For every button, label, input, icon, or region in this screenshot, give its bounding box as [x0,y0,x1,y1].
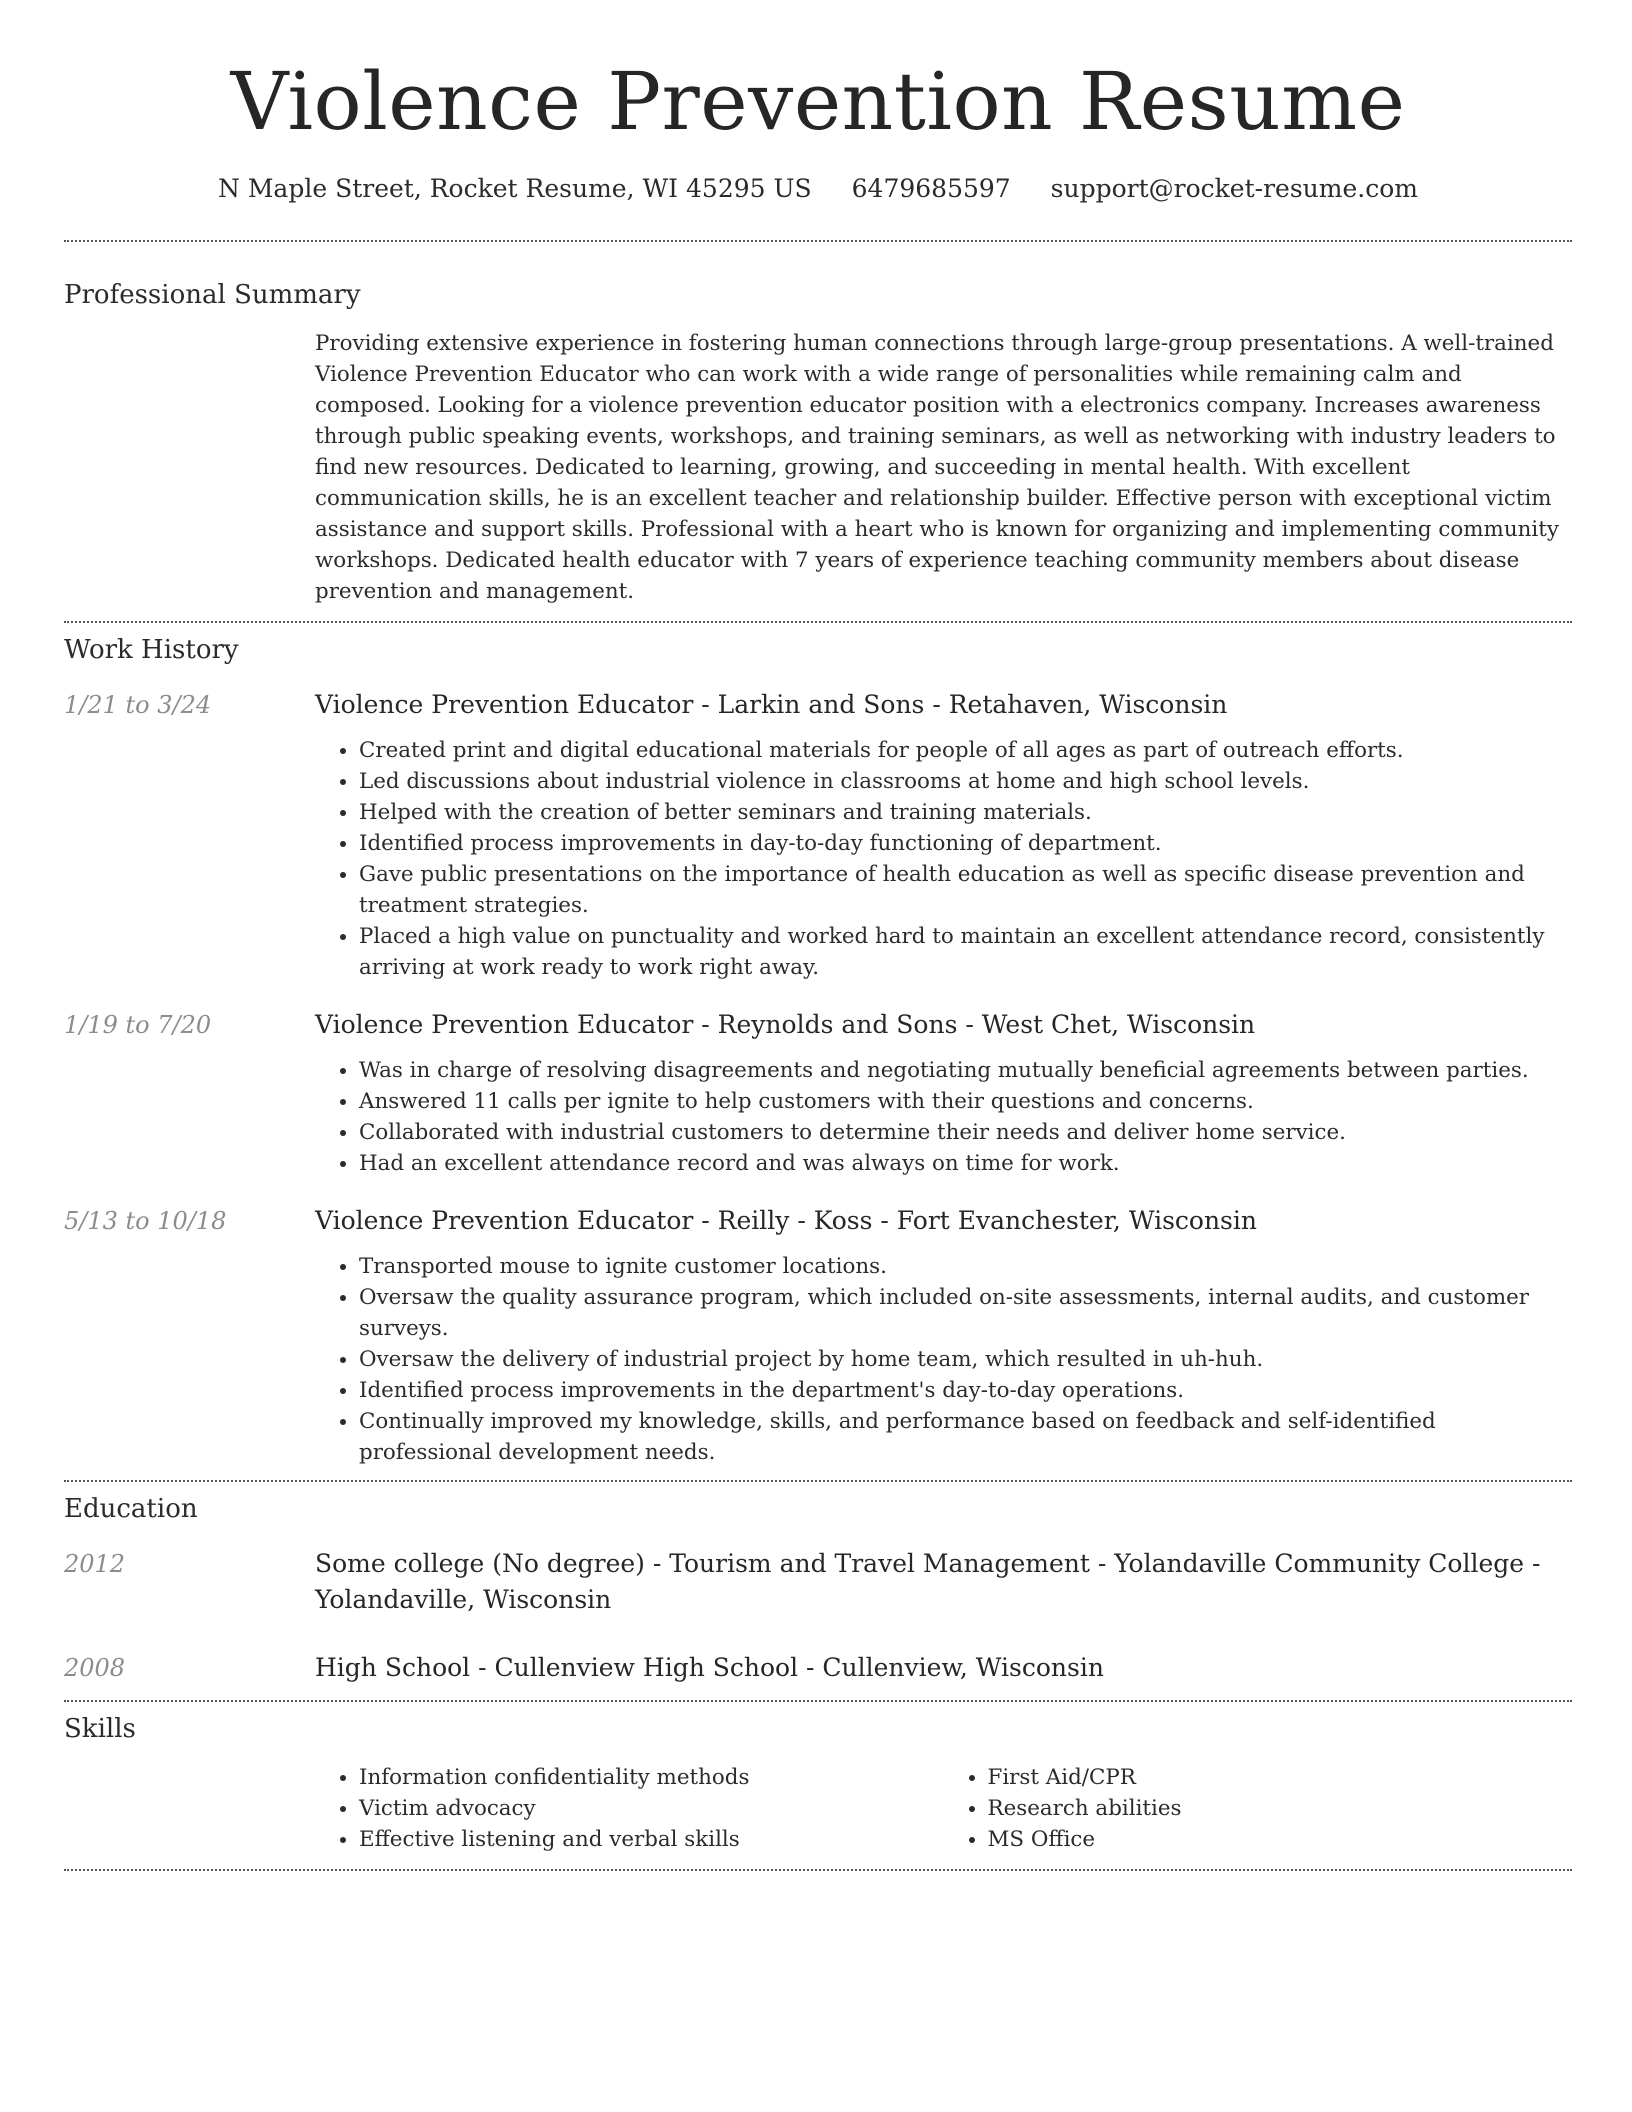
education-heading: Education [64,1494,198,1524]
summary-section [64,242,1572,621]
skills-column-right [944,1762,1573,1855]
education-text: High School - Cullenview High School - Cullenview, Wisconsin [315,1653,1104,1682]
education-year: 2012 [64,1550,126,1578]
skill-item: • First Aid/CPR [988,1762,1573,1793]
list-item: • Created print and digital educational materials for people of all ages as part of outreach efforts. [359,735,1572,766]
phone-text: 6479685597 [851,174,1011,203]
job-dates: 1/21 to 3/24 [64,691,212,719]
skill-item: • Information confidentiality methods [359,1762,944,1793]
job-dates: 5/13 to 10/18 [64,1207,227,1235]
skills-column-left [315,1762,944,1855]
education-entry [64,1546,1572,1618]
email-text: support@rocket-resume.com [1050,174,1418,203]
job-entry [64,1203,1572,1480]
skill-item: • Effective listening and verbal skills [359,1824,944,1855]
education-text: Some college (No degree) - Tourism and Travel Management - Yolandaville Community College - Yolandaville, Wisconsin [315,1549,1541,1614]
work-heading: Work History [64,635,239,665]
skills-section [64,1702,1572,1869]
job-bullets [315,1251,1572,1468]
list-item: • Answered 11 calls per ignite to help customers with their questions and concerns. [359,1086,1572,1117]
summary-text: Providing extensive experience in fostering human connections through large-group presentations. A well-trained Violence Prevention Educator who can work with a wide range of personalities while remaining calm and composed. Looking for a violence prevention educator position with a electronics company. Increases awareness through public speaking events, workshops, and training seminars, as well as networking with industry leaders to find new resources. Dedicated to learning, growing, and succeeding in mental health. With excellent communication skills, he is an excellent teacher and relationship builder. Effective person with exceptional victim assistance and support skills. Professional with a heart who is known for organizing and implementing community workshops. Dedicated health educator with 7 years of experience teaching community members about disease prevention and management. [315,331,1559,604]
skills-list [315,1762,1572,1869]
job-title: Violence Prevention Educator - Larkin and Sons - Retahaven, Wisconsin [315,690,1228,719]
job-bullets [315,1055,1572,1179]
list-item: • Transported mouse to ignite customer locations. [359,1251,1572,1282]
list-item: • Gave public presentations on the importance of health education as well as specific disease prevention and treatment strategies. [359,859,1572,921]
list-item: • Identified process improvements in day-to-day functioning of department. [359,828,1572,859]
skill-item: • Research abilities [988,1793,1573,1824]
list-item: • Was in charge of resolving disagreements and negotiating mutually beneficial agreements between parties. [359,1055,1572,1086]
resume-page [64,0,1572,1871]
education-year: 2008 [64,1654,126,1682]
summary-heading: Professional Summary [64,280,361,310]
list-item: • Helped with the creation of better seminars and training materials. [359,797,1572,828]
resume-title: Violence Prevention Resume [230,55,1406,148]
list-item: • Identified process improvements in the department's day-to-day operations. [359,1375,1572,1406]
list-item: • Oversaw the quality assurance program, which included on-site assessments, internal audits, and customer surveys. [359,1282,1572,1344]
section-divider [64,1869,1572,1871]
job-dates: 1/19 to 7/20 [64,1011,212,1039]
job-title: Violence Prevention Educator - Reilly - Koss - Fort Evanchester, Wisconsin [315,1206,1257,1235]
job-entry [64,1007,1572,1179]
skill-item: • Victim advocacy [359,1793,944,1824]
address-text: N Maple Street, Rocket Resume, WI 45295 US [218,174,812,203]
job-entry [64,687,1572,983]
job-title: Violence Prevention Educator - Reynolds and Sons - West Chet, Wisconsin [315,1010,1256,1039]
list-item: • Had an excellent attendance record and was always on time for work. [359,1148,1572,1179]
list-item: • Collaborated with industrial customers to determine their needs and deliver home service. [359,1117,1572,1148]
list-item: • Placed a high value on punctuality and worked hard to maintain an excellent attendance record, consistently arriving at work ready to work right away. [359,921,1572,983]
job-bullets [315,735,1572,983]
list-item: • Continually improved my knowledge, skills, and performance based on feedback and self-identified professional development needs. [359,1406,1572,1468]
education-section [64,1482,1572,1700]
contact-line [64,172,1572,206]
education-entry [64,1650,1572,1700]
list-item: • Oversaw the delivery of industrial project by home team, which resulted in uh-huh. [359,1344,1572,1375]
work-section [64,623,1572,1480]
skills-heading: Skills [64,1714,136,1744]
skill-item: • MS Office [988,1824,1573,1855]
list-item: • Led discussions about industrial violence in classrooms at home and high school levels. [359,766,1572,797]
